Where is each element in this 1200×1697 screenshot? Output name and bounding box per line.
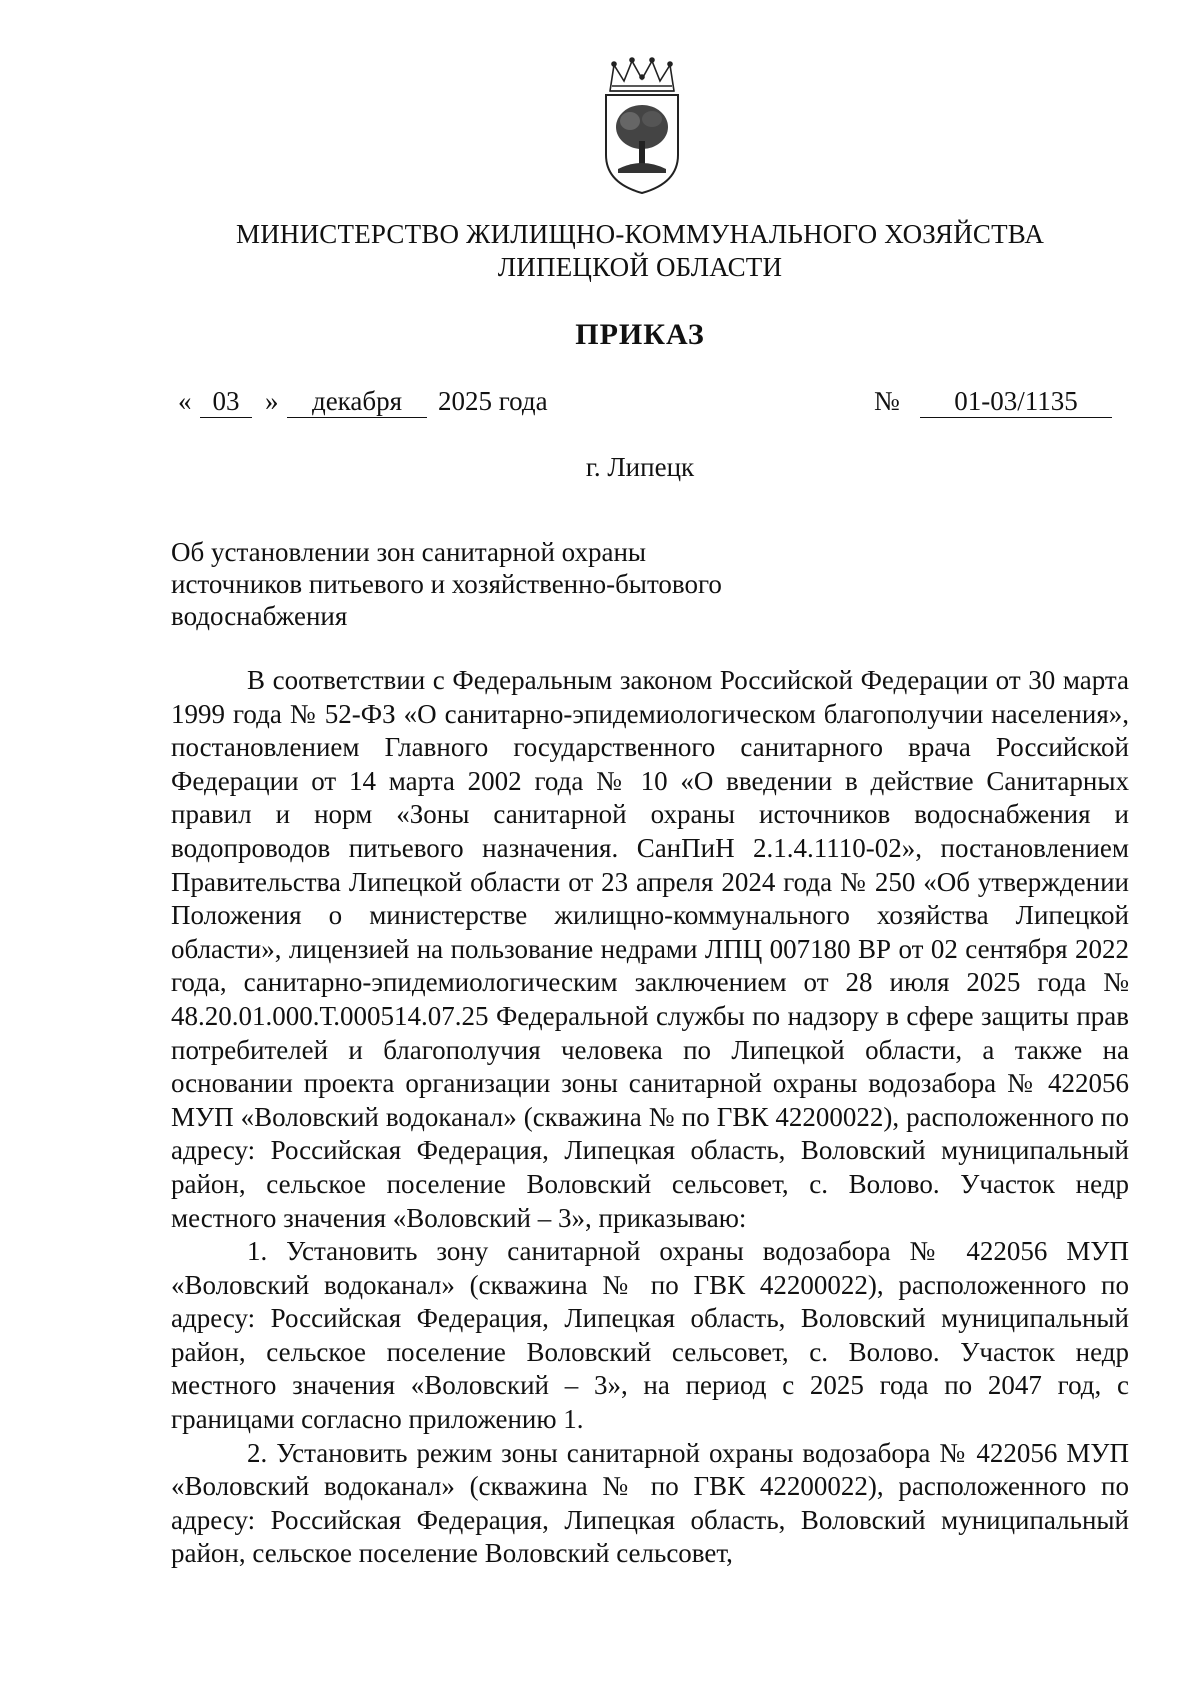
subject-line: водоснабжения <box>171 601 348 631</box>
order-item-1: 1. Установить зону санитарной охраны водозабора № 422056 МУП «Воловский водоканал» (скважина № по ГВК 42200022), расположенного по адресу: Российская Федерация, Липецкая область, Воловский муниципальный район, сельское поселение Воловский сельсовет, с. Волово. Участок недр местного значения «Воловский – 3», на период с 2025 года по 2047 год, с границами согласно приложению 1. <box>171 1236 1129 1435</box>
ministry-name-line1: МИНИСТЕРСТВО ЖИЛИЩНО-КОММУНАЛЬНОГО ХОЗЯЙСТВА <box>235 219 1045 249</box>
subject-block <box>171 536 722 632</box>
document-number: 01-03/1135 <box>920 386 1112 418</box>
oak-tree-icon <box>616 105 668 173</box>
document-body <box>171 664 1129 1571</box>
date-day: 03 <box>200 386 252 418</box>
open-quote: « <box>178 386 192 416</box>
subject-line: Об установлении зон санитарной охраны <box>171 537 647 567</box>
ministry-name-line2: ЛИПЕЦКОЙ ОБЛАСТИ <box>497 252 783 282</box>
order-item-2: 2. Установить режим зоны санитарной охраны водозабора № 422056 МУП «Воловский водоканал» (скважина № по ГВК 42200022), расположенного по адресу: Российская Федерация, Липецкая область, Воловский муниципальный район, сельское поселение Воловский сельсовет, <box>171 1437 1129 1569</box>
subject-line: источников питьевого и хозяйственно-бытового <box>171 569 722 599</box>
coat-of-arms-emblem <box>592 55 692 195</box>
date-month: декабря <box>287 386 427 418</box>
number-sign: № <box>874 386 900 416</box>
preamble-paragraph: В соответствии с Федеральным законом Российской Федерации от 30 марта 1999 года № 52-ФЗ «О санитарно-эпидемиологическом благополучии населения», постановлением Главного государственного санитарного врача Российской Федерации от 14 марта 2002 года № 10 «О введении в действие Санитарных правил и норм «Зоны санитарной охраны источников водоснабжения и водопроводов питьевого назначения. СанПиН 2.1.4.1110-02», постановлением Правительства Липецкой области от 23 апреля 2024 года № 250 «Об утверждении Положения о министерстве жилищно-коммунального хозяйства Липецкой области», лицензией на пользование недрами ЛПЦ 007180 ВР от 02 сентября 2022 года, санитарно-эпидемиологическим заключением от 28 июля 2025 года № 48.20.01.000.Т.000514.07.25 Федеральной службы по надзору в сфере защиты прав потребителей и благополучия человека по Липецкой области, а также на основании проекта организации зоны санитарной охраны водозабора № 422056 МУП «Воловский водоканал» (скважина № по ГВК 42200022), расположенного по адресу: Российская Федерация, Липецкая область, Воловский муниципальный район, сельское поселение Воловский сельсовет, с. Волово. Участок недр местного значения «Воловский – 3», приказываю: <box>171 665 1129 1233</box>
document-title: ПРИКАЗ <box>575 318 705 351</box>
date-number-line <box>178 386 1118 422</box>
close-quote: » <box>265 386 279 416</box>
crown-icon <box>610 58 674 91</box>
date-year: 2025 года <box>438 386 548 416</box>
city: г. Липецк <box>585 452 695 482</box>
